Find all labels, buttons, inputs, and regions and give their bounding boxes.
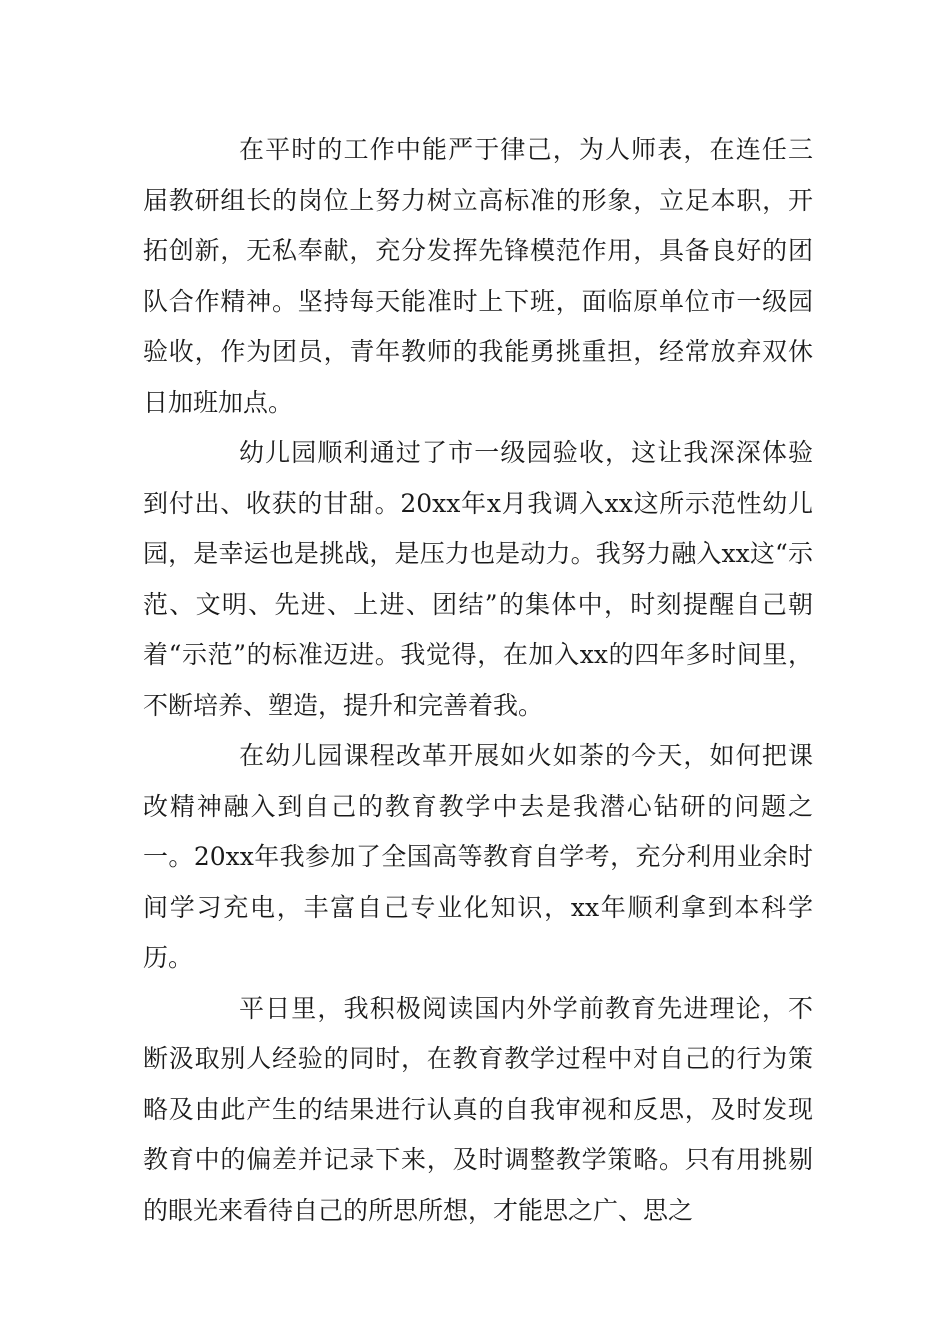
- paragraph-1: 在平时的工作中能严于律己，为人师表，在连任三届教研组长的岗位上努力树立高标准的形象，立足本职，开拓创新，无私奉献，充分发挥先锋模范作用，具备良好的团队合作精神。坚持每天能准时上下班，面临原单位市一级园验收，作为团员，青年教师的我能勇挑重担，经常放弃双休日加班加点。: [143, 135, 813, 417]
- paragraph-4: 平日里，我积极阅读国内外学前教育先进理论，不断汲取别人经验的同时，在教育教学过程中对自己的行为策略及由此产生的结果进行认真的自我审视和反思，及时发现教育中的偏差并记录下来，及时调整教学策略。只有用挑剔的眼光来看待自己的所思所想，才能思之广、思之: [143, 993, 813, 1225]
- paragraph-3: 在幼儿园课程改革开展如火如荼的今天，如何把课改精神融入到自己的教育教学中去是我潜心钻研的问题之一。20xx年我参加了全国高等教育自学考，充分利用业余时间学习充电，丰富自己专业化知识，xx年顺利拿到本科学历。: [143, 741, 813, 972]
- document-body: [143, 125, 813, 1236]
- paragraph-2: 幼儿园顺利通过了市一级园验收，这让我深深体验到付出、收获的甘甜。20xx年x月我调入xx这所示范性幼儿园，是幸运也是挑战，是压力也是动力。我努力融入xx这“示范、文明、先进、上进、团结”的集体中，时刻提醒自己朝着“示范”的标准迈进。我觉得，在加入xx的四年多时间里，不断培养、塑造，提升和完善着我。: [143, 438, 813, 720]
